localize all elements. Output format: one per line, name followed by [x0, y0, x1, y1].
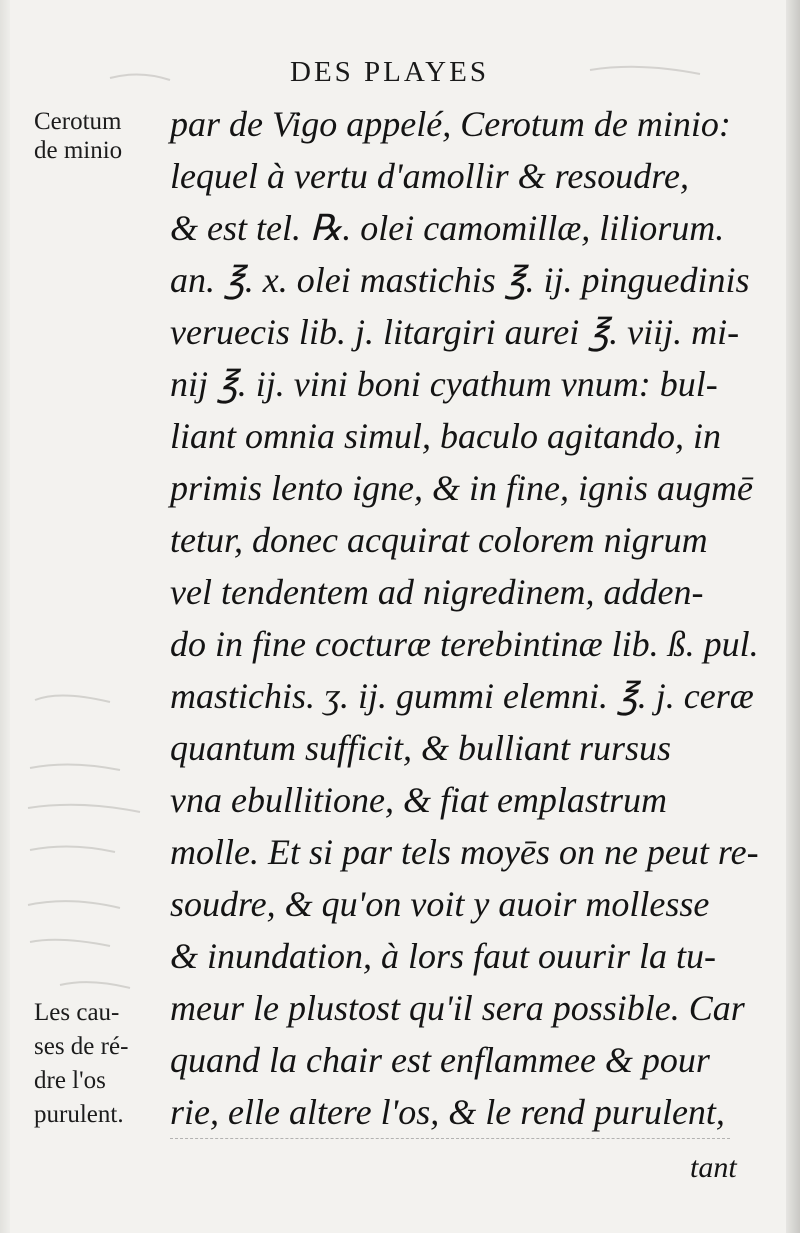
text-line: par de Vigo appelé, Cerotum de minio: — [170, 104, 731, 144]
bottom-rule — [170, 1138, 730, 1140]
text-line: quantum sufficit, & bulliant rursus — [170, 728, 672, 768]
text-line: molle. Et si par tels moyēs on ne peut re- — [170, 832, 759, 872]
margin-note-line: Cerotum — [34, 108, 122, 135]
text-line: liant omnia simul, baculo agitando, in — [170, 416, 722, 456]
page-right-edge — [786, 0, 800, 1233]
text-line: lequel à vertu d'amollir & resoudre, — [170, 156, 689, 196]
text-line: rie, elle altere l'os, & le rend purulent, — [170, 1092, 725, 1132]
margin-note-line: purulent. — [34, 1101, 124, 1128]
text-line: primis lento igne, & in fine, ignis augmē — [170, 468, 753, 508]
text-line: tetur, donec acquirat colorem nigrum — [170, 520, 708, 560]
text-line: vel tendentem ad nigredinem, adden- — [170, 572, 704, 612]
text-line: meur le plustost qu'il sera possible. Car — [170, 988, 745, 1028]
running-head: DES PLAYES — [290, 56, 489, 88]
margin-note-line: de minio — [34, 137, 123, 164]
margin-note-line: ses de ré- — [34, 1033, 129, 1060]
text-line: mastichis. ʒ. ij. gummi elemni. ℥. j. ceræ — [170, 676, 754, 716]
margin-note-causes — [34, 996, 128, 1132]
margin-note-line: Les cau- — [34, 999, 120, 1026]
text-line: an. ℥. x. olei mastichis ℥. ij. pinguedinis — [170, 260, 750, 300]
margin-note-cerotum — [34, 107, 122, 165]
text-line: quand la chair est enflammee & pour — [170, 1040, 710, 1080]
text-line: veruecis lib. j. litargiri aurei ℥. viij. mi- — [170, 312, 740, 352]
margin-note-line: dre l'os — [34, 1067, 106, 1094]
text-line: & inundation, à lors faut ouurir la tu- — [170, 936, 717, 976]
text-line: nij ℥. ij. vini boni cyathum vnum: bul- — [170, 364, 718, 404]
catchword: tant — [690, 1151, 737, 1184]
text-line: soudre, & qu'on voit y auoir mollesse — [170, 884, 710, 924]
text-line: & est tel. ℞. olei camomillæ, liliorum. — [170, 208, 725, 248]
text-line: do in fine cocturæ terebintinæ lib. ß. pul. — [170, 624, 759, 664]
page-left-edge — [0, 0, 10, 1233]
text-line: vna ebullitione, & fiat emplastrum — [170, 780, 667, 820]
